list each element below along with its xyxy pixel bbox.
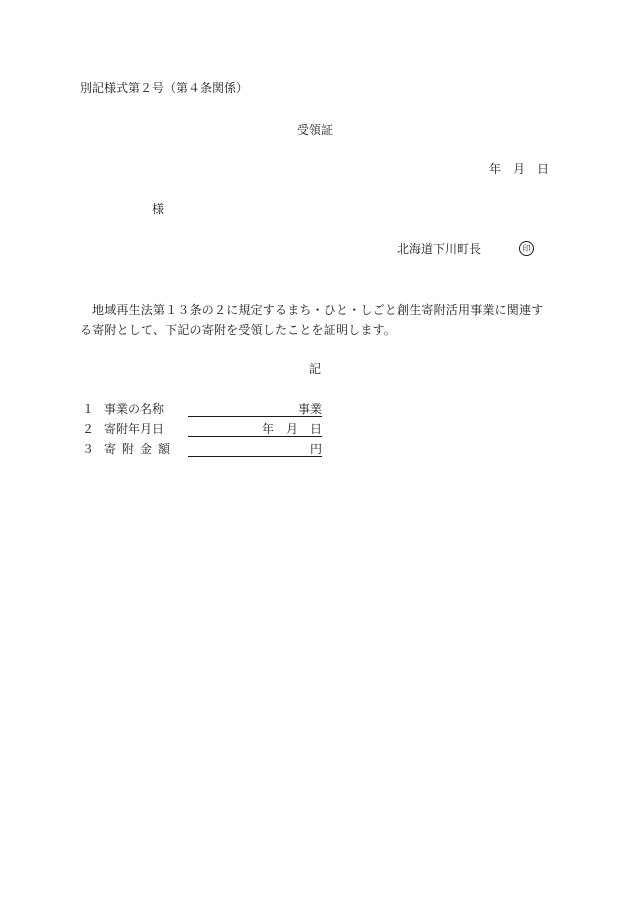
item-row-donation-date [80, 421, 325, 439]
seal-icon: 印 [519, 241, 534, 256]
item-row-project-name [80, 401, 325, 419]
date-month-label: 月 [512, 162, 525, 176]
item-number: １ [82, 402, 95, 416]
form-number: 別記様式第２号（第４条関係） [80, 81, 249, 95]
ki-heading: 記 [308, 362, 321, 376]
fill-in-blank [188, 401, 322, 417]
issuer-name: 北海道下川町長 [397, 242, 482, 256]
document-title: 受領証 [296, 123, 333, 137]
item-label: 寄附金額 [104, 442, 177, 456]
item-row-donation-amount [80, 441, 325, 459]
recipient-honorific: 様 [152, 202, 165, 216]
item-suffix: 円 [309, 442, 322, 456]
fill-in-blank [188, 421, 322, 437]
item-label: 寄附年月日 [104, 422, 165, 436]
date-year-label: 年 [488, 162, 501, 176]
certification-text: 地域再生法第１３条の２に規定するまち・ひと・しごと創生寄附活用事業に関連する寄附として、下記の寄附を受領したことを証明します。 [80, 303, 544, 337]
date-line [489, 161, 549, 177]
item-number: ３ [82, 442, 95, 456]
item-suffix: 年 月 日 [261, 422, 322, 436]
date-day-label: 日 [536, 162, 549, 176]
item-label: 事業の名称 [104, 402, 165, 416]
item-number: ２ [82, 422, 95, 436]
fill-in-blank [188, 441, 322, 457]
item-suffix: 事業 [297, 402, 322, 416]
